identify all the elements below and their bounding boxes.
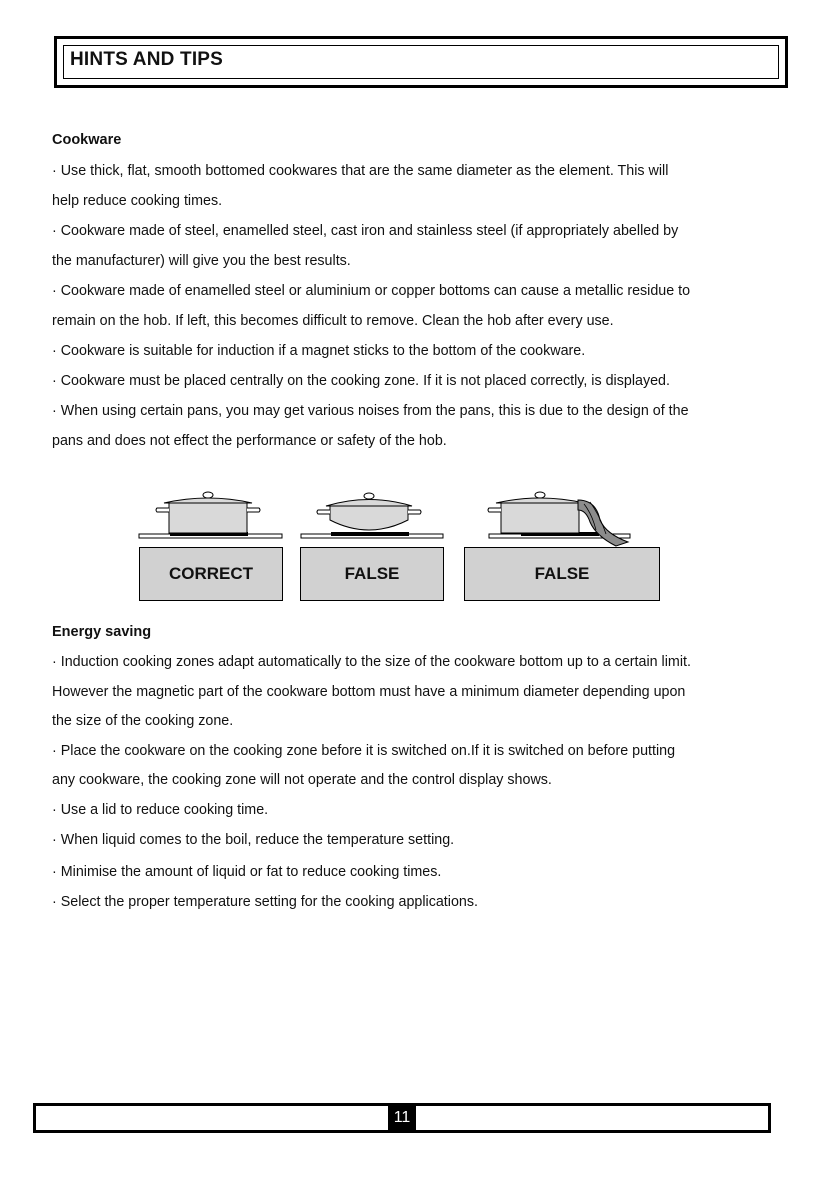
pan-curved-bottom-icon (301, 493, 443, 538)
pan-correct-icon (139, 492, 282, 538)
energy-line: any cookware, the cooking zone will not operate and the control display shows. (52, 772, 552, 788)
energy-line: · Use a lid to reduce cooking time. (52, 802, 269, 818)
energy-heading: Energy saving (52, 624, 152, 640)
cookware-line: · Cookware must be placed centrally on the cooking zone. If it is not placed correctly, is displayed. (52, 373, 670, 389)
label-false-cloth: FALSE (464, 547, 660, 601)
label-correct: CORRECT (139, 547, 283, 601)
energy-line: However the magnetic part of the cookware bottom must have a minimum diameter depending upon (52, 684, 686, 700)
cookware-line: the manufacturer) will give you the best results. (52, 253, 351, 269)
cookware-line: · Cookware is suitable for induction if a magnet sticks to the bottom of the cookware. (52, 343, 586, 359)
cookware-line: · Use thick, flat, smooth bottomed cookwares that are the same diameter as the element. This will (52, 163, 669, 179)
energy-line: · Place the cookware on the cooking zone before it is switched on.If it is switched on before putting (52, 743, 676, 759)
cookware-line: · Cookware made of steel, enamelled steel, cast iron and stainless steel (if appropriately abelled by (52, 223, 679, 239)
energy-line: the size of the cooking zone. (52, 713, 234, 729)
energy-line: · Select the proper temperature setting for the cooking applications. (52, 894, 478, 910)
cookware-line: pans and does not effect the performance or safety of the hob. (52, 433, 447, 449)
energy-line: · Induction cooking zones adapt automatically to the size of the cookware bottom up to a certain limit. (52, 654, 691, 670)
page-number: 11 (388, 1103, 416, 1133)
label-false-curved: FALSE (300, 547, 444, 601)
energy-line: · Minimise the amount of liquid or fat to reduce cooking times. (52, 864, 442, 880)
energy-line: · When liquid comes to the boil, reduce the temperature setting. (52, 832, 455, 848)
page-title: HINTS AND TIPS (70, 49, 224, 70)
cookware-line: remain on the hob. If left, this becomes difficult to remove. Clean the hob after every use. (52, 313, 614, 329)
cookware-heading: Cookware (52, 132, 122, 148)
cookware-line: · Cookware made of enamelled steel or aluminium or copper bottoms can cause a metallic residue to (52, 283, 691, 299)
cookware-line: · When using certain pans, you may get various noises from the pans, this is due to the design of the (52, 403, 689, 419)
cookware-line: help reduce cooking times. (52, 193, 223, 209)
header-box (54, 36, 788, 88)
pan-with-cloth-icon (488, 492, 630, 546)
